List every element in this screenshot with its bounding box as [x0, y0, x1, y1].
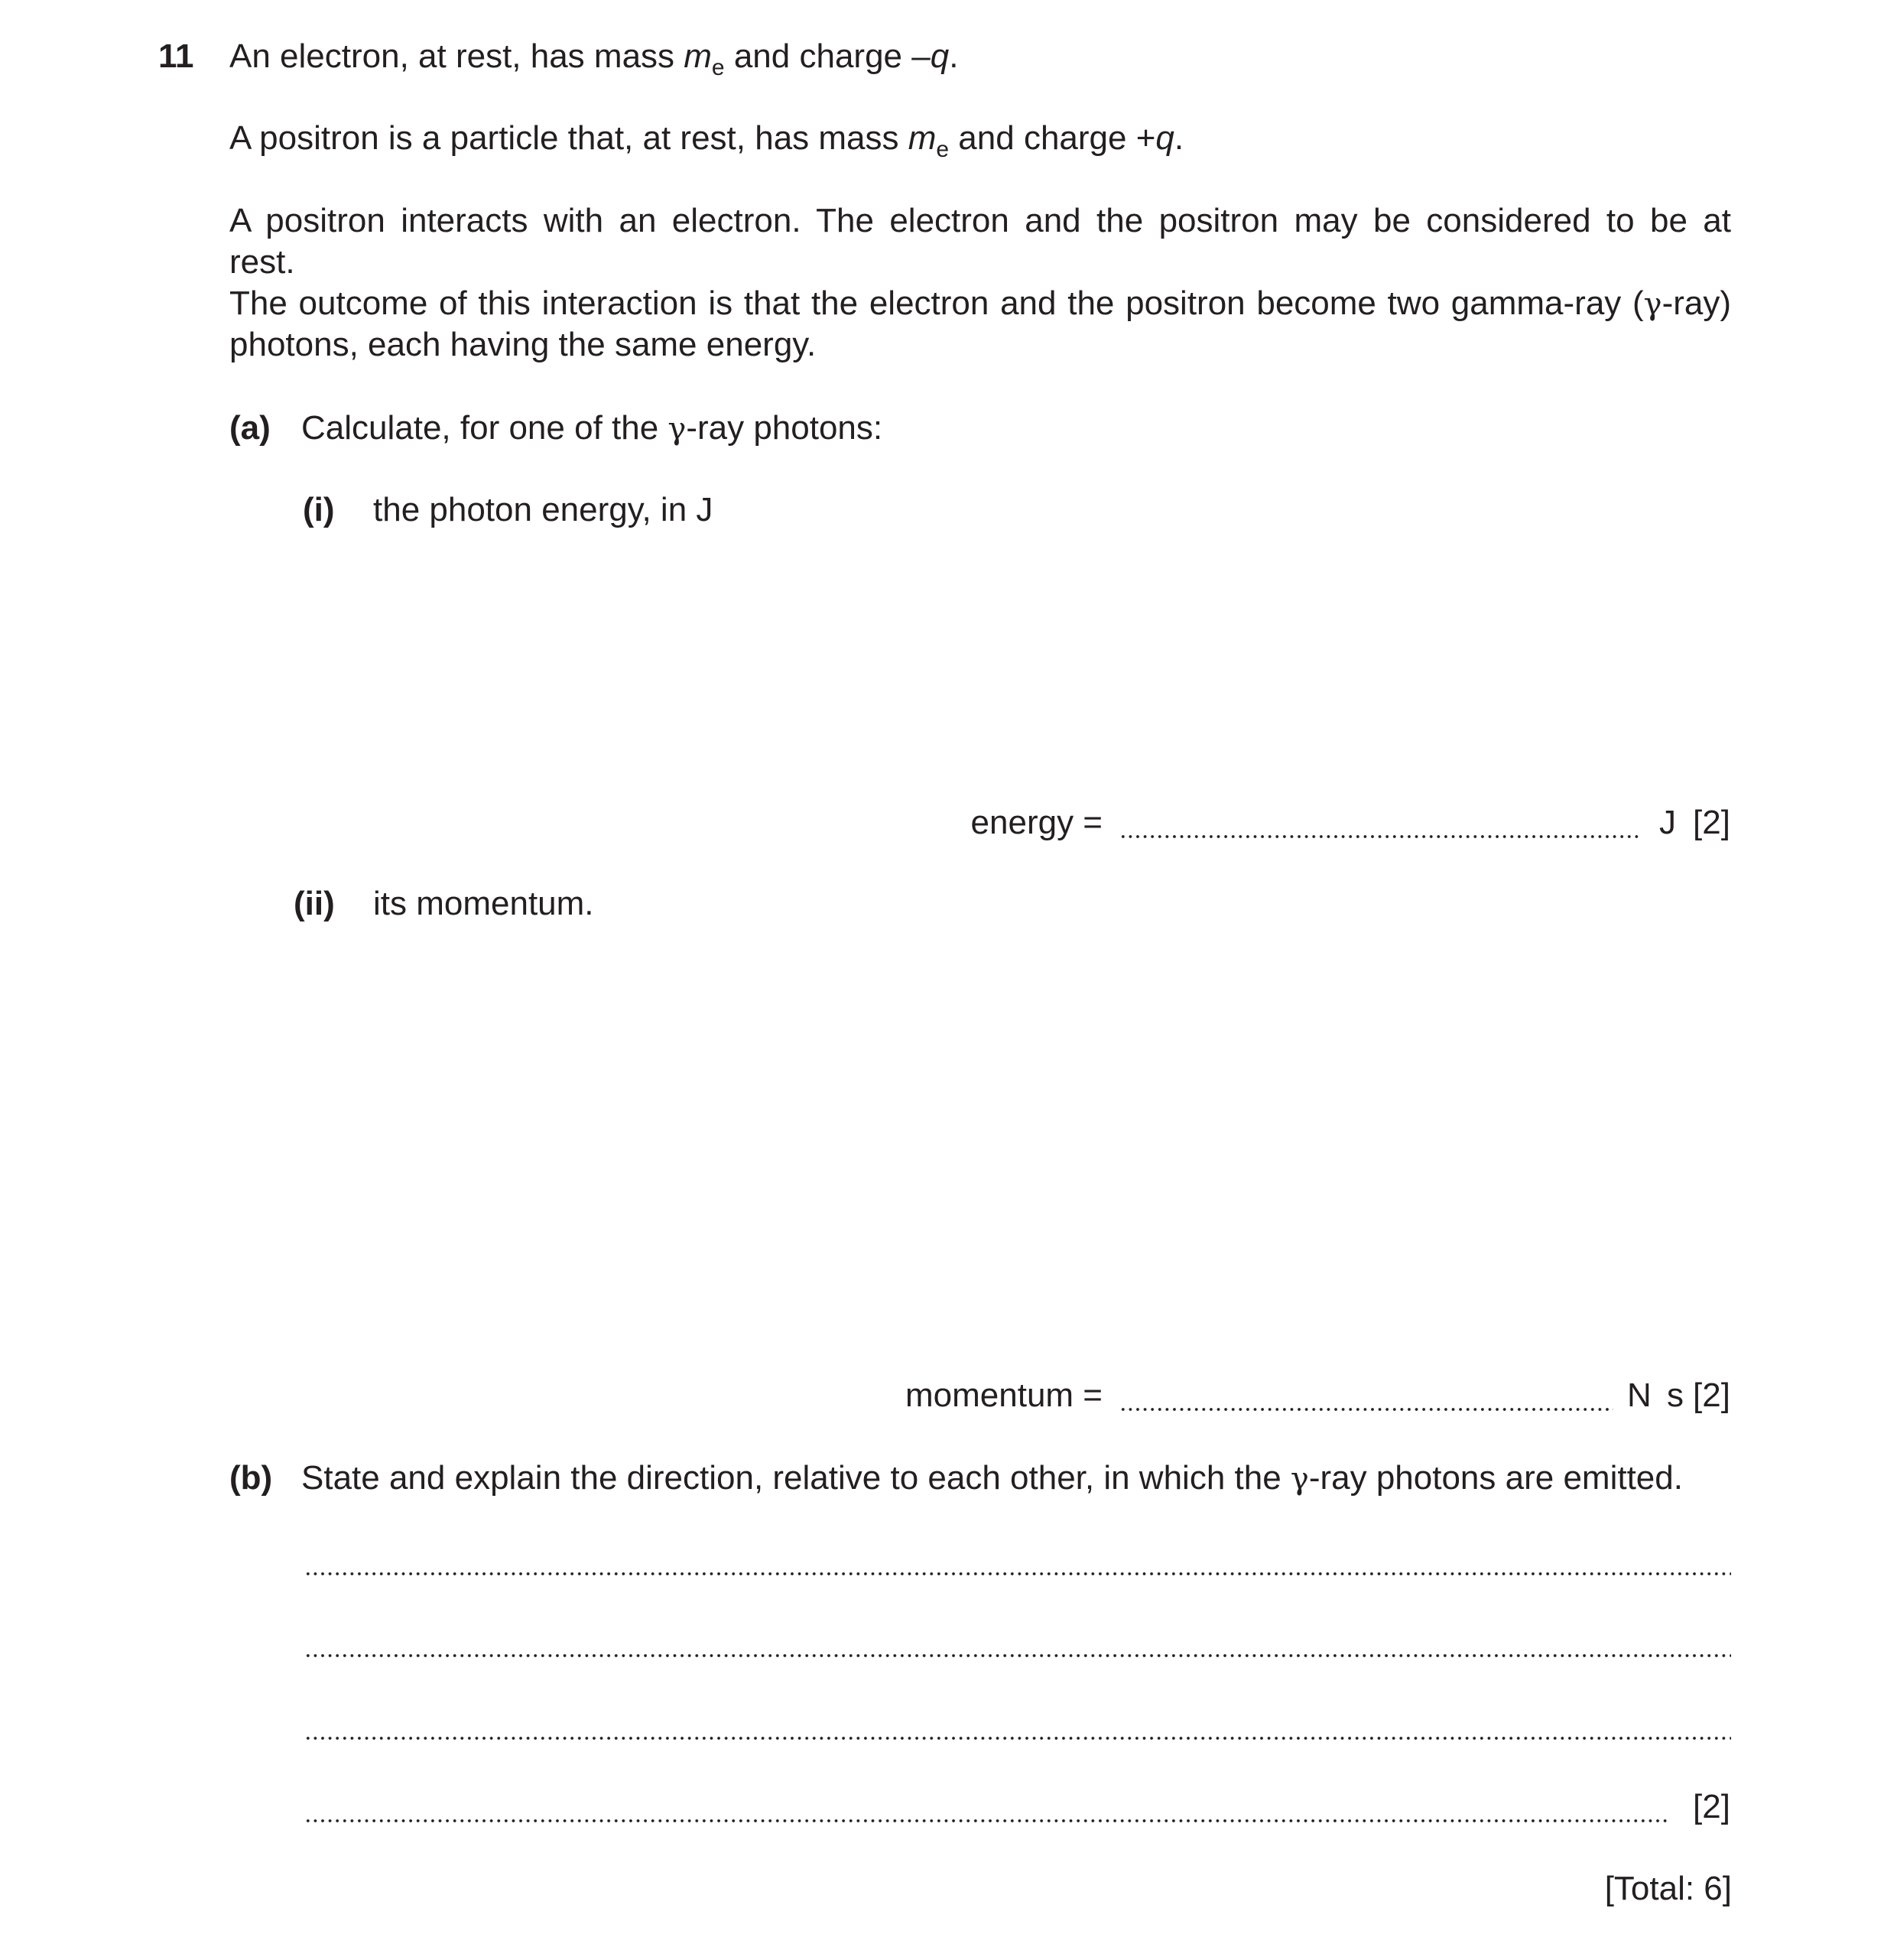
gamma-symbol: γ: [668, 411, 687, 447]
part-a-text: Calculate, for one of the: [301, 409, 668, 447]
part-b-label: (b): [229, 1459, 273, 1497]
part-b-text-end: -ray photons are emitted.: [1308, 1459, 1683, 1497]
question-number: 11: [158, 37, 194, 75]
part-a-text-end: -ray photons:: [686, 409, 883, 447]
intro-line-1-end: .: [949, 37, 959, 75]
part-a-i-prompt: the photon energy, in J: [373, 491, 713, 528]
intro-para-3-line-3: [229, 283, 1731, 325]
intro-line-1-charge: and charge –: [724, 37, 931, 75]
charge-symbol: q: [930, 37, 950, 75]
intro-para-3-line-4: photons, each having the same energy.: [229, 326, 817, 363]
intro-para-3-line-3-end: -ray): [1661, 284, 1731, 322]
total-marks: [Total: 6]: [1604, 1870, 1732, 1907]
intro-line-1: [229, 36, 959, 80]
part-a-i-marks: [2]: [1693, 804, 1730, 841]
mass-subscript: e: [711, 55, 725, 80]
part-a-ii-marks: [2]: [1693, 1377, 1730, 1414]
mass-symbol: m: [684, 37, 712, 75]
part-b-text: State and explain the direction, relative to each other, in which the: [301, 1459, 1291, 1497]
part-b-answer-line[interactable]: [304, 1572, 1731, 1576]
intro-para-3-line-1: A positron interacts with an electron. The electron and the positron may be considered to be at: [229, 202, 1731, 239]
intro-line-2-end: .: [1174, 119, 1184, 157]
charge-symbol: q: [1155, 119, 1174, 157]
part-b-answer-line[interactable]: [304, 1819, 1670, 1823]
part-b-answer-line[interactable]: [304, 1736, 1731, 1741]
intro-line-2-charge: and charge +: [949, 119, 1156, 157]
part-a-i-label: (i): [303, 491, 335, 528]
mass-symbol: m: [908, 119, 937, 157]
intro-para-3-line-2: rest.: [229, 243, 295, 281]
momentum-unit: N s: [1627, 1377, 1687, 1414]
energy-answer-label: energy =: [970, 804, 1103, 841]
intro-line-1-text: An electron, at rest, has mass: [229, 37, 684, 75]
part-a-label: (a): [229, 409, 271, 447]
momentum-answer-line[interactable]: [1119, 1407, 1613, 1412]
mass-subscript: e: [936, 137, 950, 162]
part-b-prompt: [301, 1458, 1683, 1500]
energy-unit: J: [1659, 804, 1676, 841]
momentum-answer-label: momentum =: [905, 1377, 1103, 1414]
part-b-answer-line[interactable]: [304, 1653, 1731, 1658]
part-a-ii-label: (ii): [294, 885, 335, 922]
intro-line-2-text: A positron is a particle that, at rest, has mass: [229, 119, 908, 157]
part-a-ii-prompt: its momentum.: [373, 885, 594, 922]
gamma-symbol: γ: [1643, 287, 1662, 322]
part-b-marks: [2]: [1693, 1788, 1730, 1825]
intro-line-2: [229, 118, 1184, 162]
gamma-symbol: γ: [1290, 1461, 1309, 1497]
energy-answer-line[interactable]: [1119, 834, 1642, 839]
part-a-prompt: [301, 408, 882, 450]
intro-para-3-line-3-text: The outcome of this interaction is that the electron and the positron become two gamma-ray (: [229, 284, 1644, 322]
